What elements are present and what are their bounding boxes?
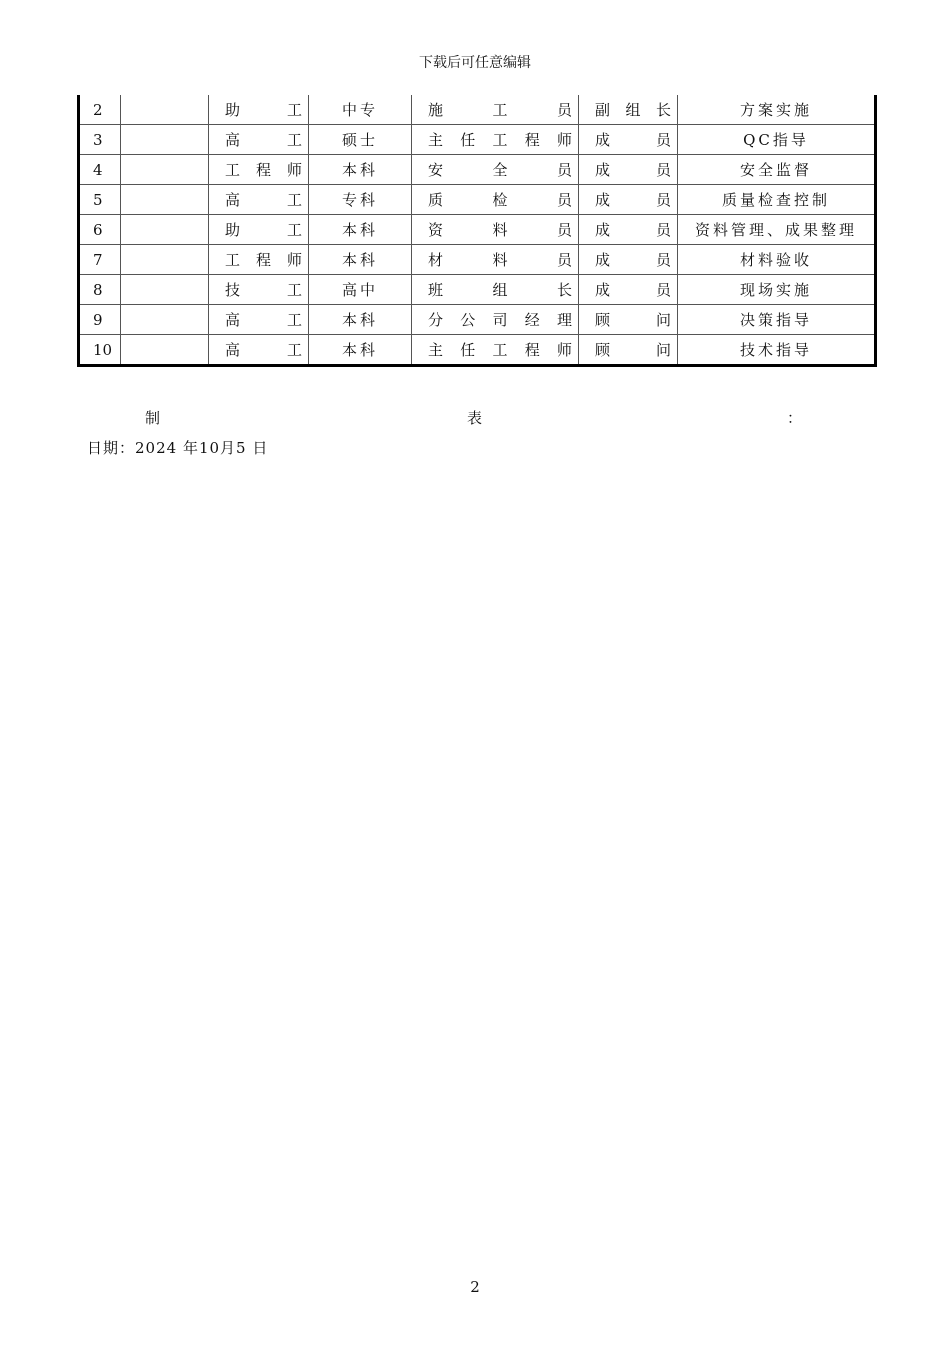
cell-position-text: 材 料 员 — [428, 251, 572, 269]
cell-role-text: 成 员 — [595, 251, 671, 269]
cell-title-text: 技 工 — [225, 281, 302, 299]
cell-education: 中专 — [309, 95, 412, 125]
cell-title-text: 助 工 — [225, 101, 302, 119]
table-row — [79, 95, 876, 125]
table-body — [79, 95, 876, 366]
cell-education: 本科 — [309, 335, 412, 366]
cell-name — [121, 95, 209, 125]
cell-role — [579, 185, 678, 215]
cell-duty: 材料验收 — [678, 245, 876, 275]
cell-role — [579, 215, 678, 245]
cell-role — [579, 95, 678, 125]
cell-duty: 资料管理、成果整理 — [678, 215, 876, 245]
cell-position-text: 质 检 员 — [428, 191, 572, 209]
cell-number: 5 — [79, 185, 121, 215]
cell-name — [121, 125, 209, 155]
cell-position-text: 主任工程师 — [428, 341, 572, 359]
cell-number: 10 — [79, 335, 121, 366]
table-row — [79, 155, 876, 185]
cell-name — [121, 185, 209, 215]
cell-duty: 决策指导 — [678, 305, 876, 335]
cell-title — [209, 305, 309, 335]
cell-position — [412, 125, 579, 155]
table-row — [79, 215, 876, 245]
cell-duty: QC指导 — [678, 125, 876, 155]
cell-position-text: 班 组 长 — [428, 281, 572, 299]
cell-position — [412, 245, 579, 275]
cell-role — [579, 305, 678, 335]
cell-title — [209, 335, 309, 366]
table-row — [79, 245, 876, 275]
date-line: 日期：2024 年10月5 日 — [87, 439, 269, 457]
cell-position — [412, 215, 579, 245]
cell-role — [579, 335, 678, 366]
cell-role-text: 成 员 — [595, 161, 671, 179]
cell-name — [121, 275, 209, 305]
cell-number: 6 — [79, 215, 121, 245]
cell-role-text: 副组长 — [595, 101, 671, 119]
cell-title-text: 助 工 — [225, 221, 302, 239]
cell-position-text: 资 料 员 — [428, 221, 572, 239]
cell-title — [209, 95, 309, 125]
cell-role-text: 成 员 — [595, 191, 671, 209]
cell-education: 本科 — [309, 305, 412, 335]
cell-title — [209, 245, 309, 275]
cell-position — [412, 155, 579, 185]
cell-duty: 现场实施 — [678, 275, 876, 305]
table-row — [79, 335, 876, 366]
cell-title — [209, 275, 309, 305]
signature-line — [0, 407, 950, 427]
cell-role-text: 顾 问 — [595, 311, 671, 329]
cell-position-text: 分公司经理 — [428, 311, 572, 329]
cell-title — [209, 125, 309, 155]
cell-role-text: 成 员 — [595, 281, 671, 299]
cell-number: 8 — [79, 275, 121, 305]
cell-title — [209, 185, 309, 215]
page-number: 2 — [470, 1278, 480, 1296]
header-note: 下载后可任意编辑 — [419, 55, 531, 71]
cell-title-text: 高 工 — [225, 191, 302, 209]
table-row — [79, 275, 876, 305]
cell-position — [412, 305, 579, 335]
cell-education: 本科 — [309, 215, 412, 245]
table-row — [79, 185, 876, 215]
cell-role — [579, 275, 678, 305]
cell-role-text: 成 员 — [595, 221, 671, 239]
team-table — [77, 95, 874, 367]
cell-position-text: 主任工程师 — [428, 131, 572, 149]
table-row — [79, 305, 876, 335]
cell-position-text: 安 全 员 — [428, 161, 572, 179]
signature-char-biao: 表 — [467, 409, 483, 427]
cell-number: 4 — [79, 155, 121, 185]
cell-title — [209, 155, 309, 185]
cell-education: 专科 — [309, 185, 412, 215]
cell-education: 硕士 — [309, 125, 412, 155]
table-row — [79, 125, 876, 155]
cell-position — [412, 275, 579, 305]
cell-name — [121, 305, 209, 335]
cell-duty: 方案实施 — [678, 95, 876, 125]
signature-colon: ： — [787, 409, 803, 427]
cell-role-text: 顾 问 — [595, 341, 671, 359]
cell-number: 2 — [79, 95, 121, 125]
cell-position-text: 施 工 员 — [428, 101, 572, 119]
cell-education: 高中 — [309, 275, 412, 305]
cell-position — [412, 185, 579, 215]
cell-title-text: 工程师 — [225, 161, 302, 179]
cell-name — [121, 335, 209, 366]
cell-name — [121, 155, 209, 185]
cell-title — [209, 215, 309, 245]
cell-role — [579, 125, 678, 155]
cell-title-text: 工程师 — [225, 251, 302, 269]
cell-role — [579, 155, 678, 185]
cell-role-text: 成 员 — [595, 131, 671, 149]
cell-duty: 质量检查控制 — [678, 185, 876, 215]
cell-education: 本科 — [309, 245, 412, 275]
cell-number: 9 — [79, 305, 121, 335]
cell-title-text: 高 工 — [225, 311, 302, 329]
cell-education: 本科 — [309, 155, 412, 185]
cell-title-text: 高 工 — [225, 131, 302, 149]
signature-char-zhi: 制 — [145, 409, 161, 427]
cell-duty: 安全监督 — [678, 155, 876, 185]
cell-role — [579, 245, 678, 275]
cell-number: 3 — [79, 125, 121, 155]
cell-name — [121, 245, 209, 275]
cell-number: 7 — [79, 245, 121, 275]
cell-position — [412, 95, 579, 125]
cell-name — [121, 215, 209, 245]
cell-title-text: 高 工 — [225, 341, 302, 359]
cell-position — [412, 335, 579, 366]
cell-duty: 技术指导 — [678, 335, 876, 366]
